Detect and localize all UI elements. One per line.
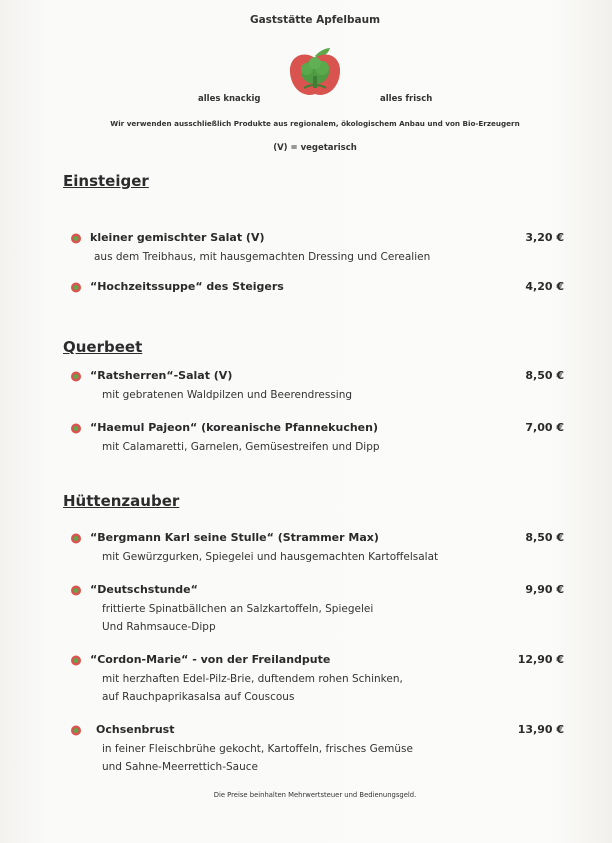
apple-bullet-icon xyxy=(70,370,82,382)
item-price: 9,90 € xyxy=(525,583,564,596)
section-title-querbeet: Querbeet xyxy=(63,338,143,356)
apple-bullet-icon xyxy=(70,724,82,736)
item-name: “Haemul Pajeon“ (koreanische Pfannekuchen) xyxy=(90,421,378,434)
item-name: “Bergmann Karl seine Stulle“ (Strammer Max) xyxy=(90,531,379,544)
item-description: mit Gewürzgurken, Spiegelei und hausgemachten Kartoffelsalat xyxy=(102,551,439,563)
item-description: mit gebratenen Waldpilzen und Beerendressing xyxy=(102,389,353,401)
item-description: mit Calamaretti, Garnelen, Gemüsestreifen und Dipp xyxy=(102,441,380,453)
item-price: 4,20 € xyxy=(525,280,564,293)
apple-bullet-icon xyxy=(70,422,82,434)
item-price: 8,50 € xyxy=(525,369,564,382)
apple-tree-logo-icon xyxy=(286,42,344,100)
item-price: 3,20 € xyxy=(525,231,564,244)
apple-bullet-icon xyxy=(70,232,82,244)
item-description: mit herzhaften Edel-Pilz-Brie, duftendem rohen Schinken, auf Rauchpaprikasalsa auf Couscous xyxy=(102,673,403,703)
apple-bullet-icon xyxy=(70,281,82,293)
item-price: 8,50 € xyxy=(525,531,564,544)
section-title-huettenzauber: Hüttenzauber xyxy=(63,492,180,510)
intro-text: Wir verwenden ausschließlich Produkte aus regionalem, ökologischem Anbau und von Bio-Erzeugern xyxy=(110,119,520,128)
apple-bullet-icon xyxy=(70,532,82,544)
item-name: Ochsenbrust xyxy=(96,723,175,736)
apple-bullet-icon xyxy=(70,654,82,666)
tagline-fresh: alles frisch xyxy=(380,94,433,104)
item-name: “Ratsherren“-Salat (V) xyxy=(90,369,233,382)
item-description: in feiner Fleischbrühe gekocht, Kartoffeln, frisches Gemüse und Sahne-Meerrettich-Sauce xyxy=(102,743,413,773)
item-price: 12,90 € xyxy=(517,653,564,666)
restaurant-title: Gaststätte Apfelbaum xyxy=(249,14,381,26)
section-title-einsteiger: Einsteiger xyxy=(63,172,149,190)
apple-bullet-icon xyxy=(70,584,82,596)
item-name: “Deutschstunde“ xyxy=(90,583,198,596)
vegetarian-note: (V) = vegetarisch xyxy=(273,143,357,153)
item-description: frittierte Spinatbällchen an Salzkartoffeln, Spiegelei Und Rahmsauce-Dipp xyxy=(102,603,374,633)
item-name: kleiner gemischter Salat (V) xyxy=(90,231,265,244)
item-name: “Cordon-Marie“ - von der Freilandpute xyxy=(90,653,331,666)
tagline-crisp: alles knackig xyxy=(198,94,261,104)
item-name: “Hochzeitssuppe“ des Steigers xyxy=(90,280,284,293)
item-price: 13,90 € xyxy=(517,723,564,736)
item-price: 7,00 € xyxy=(525,421,564,434)
footer-note: Die Preise beinhalten Mehrwertsteuer und Bedienungsgeld. xyxy=(213,791,417,799)
item-description: aus dem Treibhaus, mit hausgemachten Dressing und Cerealien xyxy=(94,251,431,263)
